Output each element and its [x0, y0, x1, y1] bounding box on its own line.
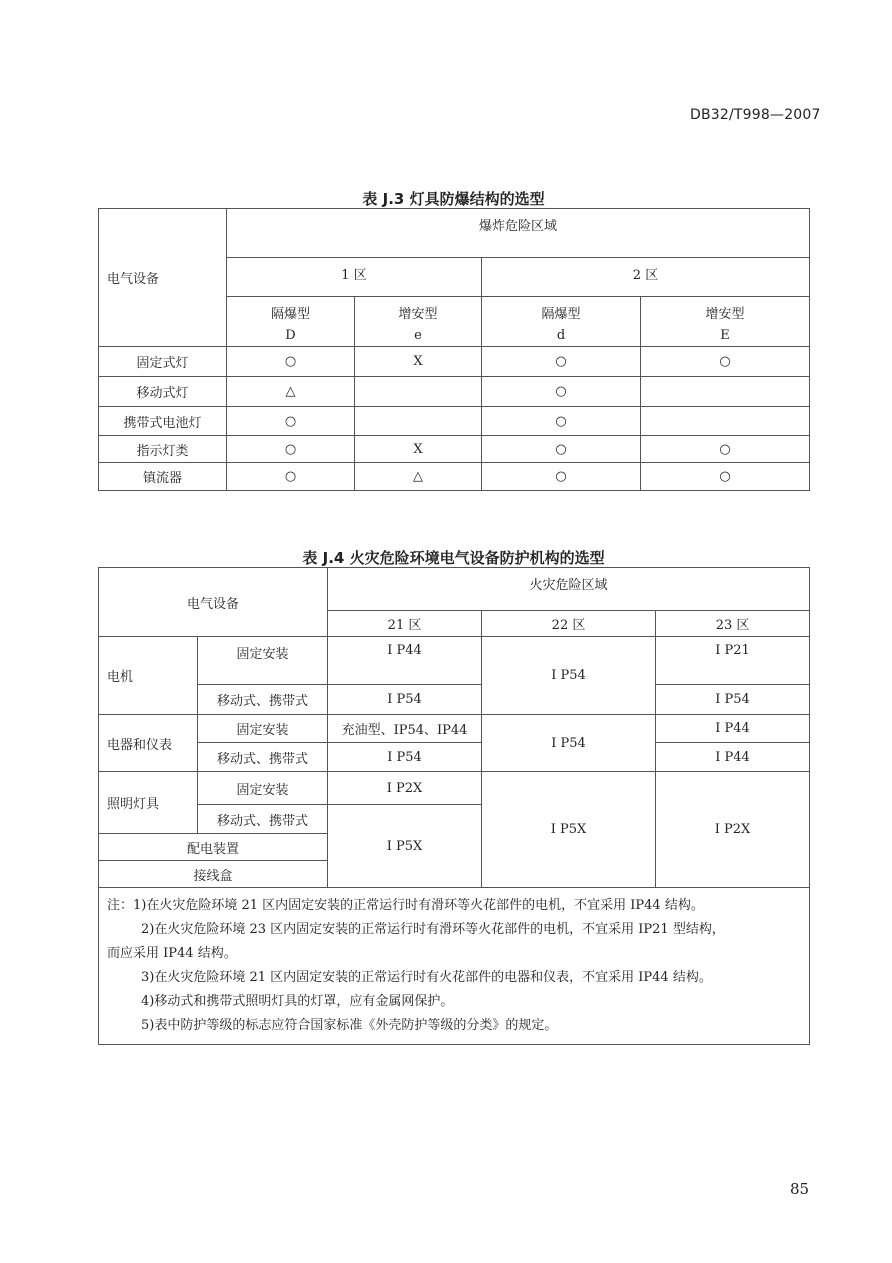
table-cell: ○: [227, 436, 355, 463]
note-line: 注：1)在火灾危险环境 21 区内固定安装的正常运行时有滑环等火花部件的电机，不宜采用 IP44 结构。: [107, 898, 704, 913]
table-row: [99, 377, 810, 407]
table-cell: ○: [227, 463, 355, 491]
page-number: 85: [790, 1180, 810, 1198]
table-cell: ○: [482, 436, 641, 463]
table-cell: X: [355, 436, 482, 463]
table-cell: △: [355, 463, 482, 491]
table-cell: [355, 407, 482, 436]
type-header: 增安型 E: [641, 297, 810, 347]
type-header: 隔爆型 D: [227, 297, 355, 347]
note-line: 3)在火灾危险环境 21 区内固定安装的正常运行时有火花部件的电器和仪表，不宜采用 IP44 结构。: [141, 970, 712, 985]
zone-21-header: 21 区: [328, 611, 482, 637]
table-cell: I P44: [656, 743, 810, 772]
table-cell: I P54: [328, 685, 482, 715]
table-cell: ○: [641, 436, 810, 463]
standard-code: DB32/T998—2007: [690, 107, 821, 123]
table-row: [99, 347, 810, 377]
table-cell: ○: [482, 407, 641, 436]
install-type: 移动式、携带式: [198, 685, 328, 715]
table-cell: I P5X: [482, 772, 656, 888]
table-cell: I P54: [328, 743, 482, 772]
table-cell: I P5X: [328, 805, 482, 888]
junction-box-label: 接线盒: [99, 861, 328, 888]
area-header: 爆炸危险区域: [227, 209, 810, 258]
zone-22-header: 22 区: [482, 611, 656, 637]
table-row: [99, 463, 810, 491]
note-line: 5)表中防护等级的标志应符合国家标准《外壳防护等级的分类》的规定。: [141, 1018, 558, 1033]
table-row: [99, 407, 810, 436]
table-cell: X: [355, 347, 482, 377]
equipment-header: 电气设备: [99, 568, 328, 637]
table-cell: ○: [227, 347, 355, 377]
table-cell: I P2X: [328, 772, 482, 805]
table-cell: ○: [482, 347, 641, 377]
install-type: 移动式、携带式: [198, 805, 328, 834]
install-type: 固定安装: [198, 772, 328, 805]
note-line: 2)在火灾危险环境 23 区内固定安装的正常运行时有滑环等火花部件的电机，不宜采用 IP21 型结构，: [141, 922, 725, 937]
type-header: 增安型 e: [355, 297, 482, 347]
table-cell: ○: [482, 377, 641, 407]
row-label: 固定式灯: [99, 347, 227, 377]
equipment-header: 电气设备: [99, 209, 227, 347]
area-header: 火灾危险区域: [328, 568, 810, 611]
note-line: 4)移动式和携带式照明灯具的灯罩，应有金属网保护。: [141, 994, 454, 1009]
install-type: 移动式、携带式: [198, 743, 328, 772]
table-row: [99, 436, 810, 463]
install-type: 固定安装: [198, 715, 328, 743]
row-label: 移动式灯: [99, 377, 227, 407]
table-j3-caption: 表 J.3 灯具防爆结构的选型: [362, 190, 545, 208]
table-j4: [98, 567, 810, 1045]
zone-2-header: 2 区: [482, 258, 810, 297]
table-cell: ○: [482, 463, 641, 491]
table-cell: I P54: [656, 685, 810, 715]
table-cell: 充油型、IP54、IP44: [328, 715, 482, 743]
type-header: 隔爆型 d: [482, 297, 641, 347]
table-j3: [98, 208, 810, 491]
table-cell: I P44: [656, 715, 810, 743]
table-j4-caption: 表 J.4 火灾危险环境电气设备防护机构的选型: [302, 549, 605, 567]
row-label: 携带式电池灯: [99, 407, 227, 436]
table-cell: ○: [227, 407, 355, 436]
motor-label: 电机: [99, 637, 198, 715]
apparatus-label: 电器和仪表: [99, 715, 198, 772]
table-cell: ○: [641, 463, 810, 491]
note-line: 而应采用 IP44 结构。: [107, 946, 237, 961]
lighting-label: 照明灯具: [99, 772, 198, 834]
zone-1-header: 1 区: [227, 258, 482, 297]
table-cell: I P54: [482, 715, 656, 772]
table-cell: I P54: [482, 637, 656, 715]
row-label: 指示灯类: [99, 436, 227, 463]
distribution-label: 配电装置: [99, 834, 328, 861]
table-cell: I P44: [328, 637, 482, 685]
zone-23-header: 23 区: [656, 611, 810, 637]
table-cell: [641, 377, 810, 407]
install-type: 固定安装: [198, 637, 328, 685]
table-cell: ○: [641, 347, 810, 377]
row-label: 镇流器: [99, 463, 227, 491]
table-notes: [99, 888, 810, 1045]
table-cell: [355, 377, 482, 407]
table-cell: △: [227, 377, 355, 407]
table-cell: [641, 407, 810, 436]
table-cell: I P2X: [656, 772, 810, 888]
table-cell: I P21: [656, 637, 810, 685]
